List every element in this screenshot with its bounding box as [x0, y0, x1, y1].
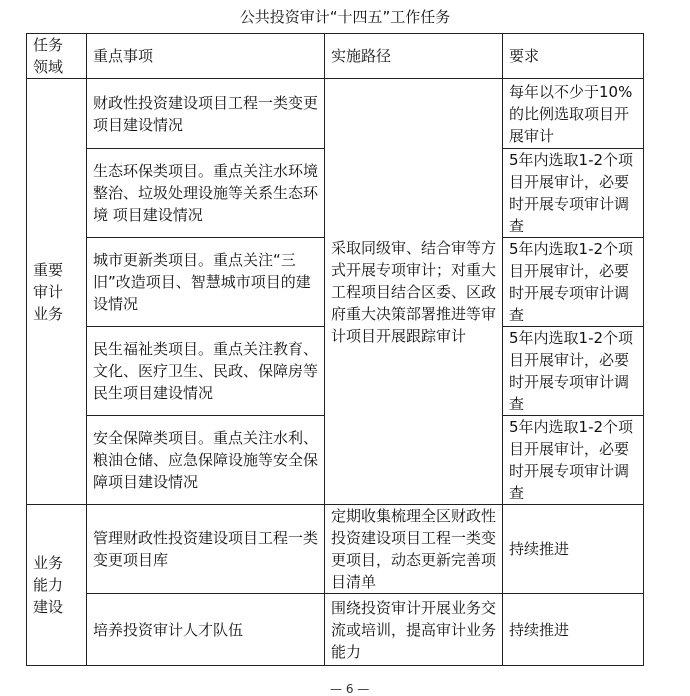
header-item: 重点事项: [87, 34, 325, 79]
requirement-cell: 5年内选取1-2个项目开展审计，必要时开展专项审计调查: [503, 416, 644, 505]
requirement-cell: 每年以不少于10%的比例选取项目开展审计: [503, 79, 644, 149]
item-cell: 民生福祉类项目。重点关注教育、文化、医疗卫生、民政、保障房等民生项目建设情况: [87, 327, 325, 416]
header-path: 实施路径: [325, 34, 503, 79]
path-cell: 定期收集梳理全区财政性投资建设项目工程一类变更项目，动态更新完善项目清单: [325, 505, 503, 594]
document-title: 公共投资审计“十四五”工作任务: [239, 8, 451, 26]
page-number: — 6 —: [330, 682, 370, 696]
requirement-cell: 5年内选取1-2个项目开展审计，必要时开展专项审计调查: [503, 149, 644, 238]
item-cell: 培养投资审计人才队伍: [87, 594, 325, 666]
requirement-cell: 5年内选取1-2个项目开展审计，必要时开展专项审计调查: [503, 238, 644, 327]
path-cell-key-audit: 采取同级审、结合审等方式开展专项审计；对重大工程项目结合区委、区政府重大决策部署推进等审计项目开展跟踪审计: [325, 79, 503, 505]
path-cell: 围绕投资审计开展业务交流或培训，提高审计业务能力: [325, 594, 503, 666]
item-cell: 生态环保类项目。重点关注水环境整治、垃圾处理设施等关系生态环境 项目建设情况: [87, 149, 325, 238]
header-requirement: 要求: [503, 34, 644, 79]
field-cell-key-audit: 重要 审计 业务: [27, 79, 87, 505]
item-cell: 管理财政性投资建设项目工程一类变更项目库: [87, 505, 325, 594]
requirement-cell: 持续推进: [503, 594, 644, 666]
item-cell: 安全保障类项目。重点关注水利、粮油仓储、应急保障设施等安全保障项目建设情况: [87, 416, 325, 505]
table-row: [27, 79, 644, 149]
item-cell: 财政性投资建设项目工程一类变更 项目建设情况: [87, 79, 325, 149]
requirement-cell: 5年内选取1-2个项目开展审计，必要时开展专项审计调查: [503, 327, 644, 416]
requirement-cell: 持续推进: [503, 505, 644, 594]
table-row: [27, 505, 644, 594]
item-cell: 城市更新类项目。重点关注“三旧”改造项目、智慧城市项目的建设情况: [87, 238, 325, 327]
audit-task-table: [26, 33, 644, 666]
header-field: 任务 领域: [27, 34, 87, 79]
table-row: [27, 594, 644, 666]
field-cell-capability: 业务 能力 建设: [27, 505, 87, 666]
table-header-row: [27, 34, 644, 79]
